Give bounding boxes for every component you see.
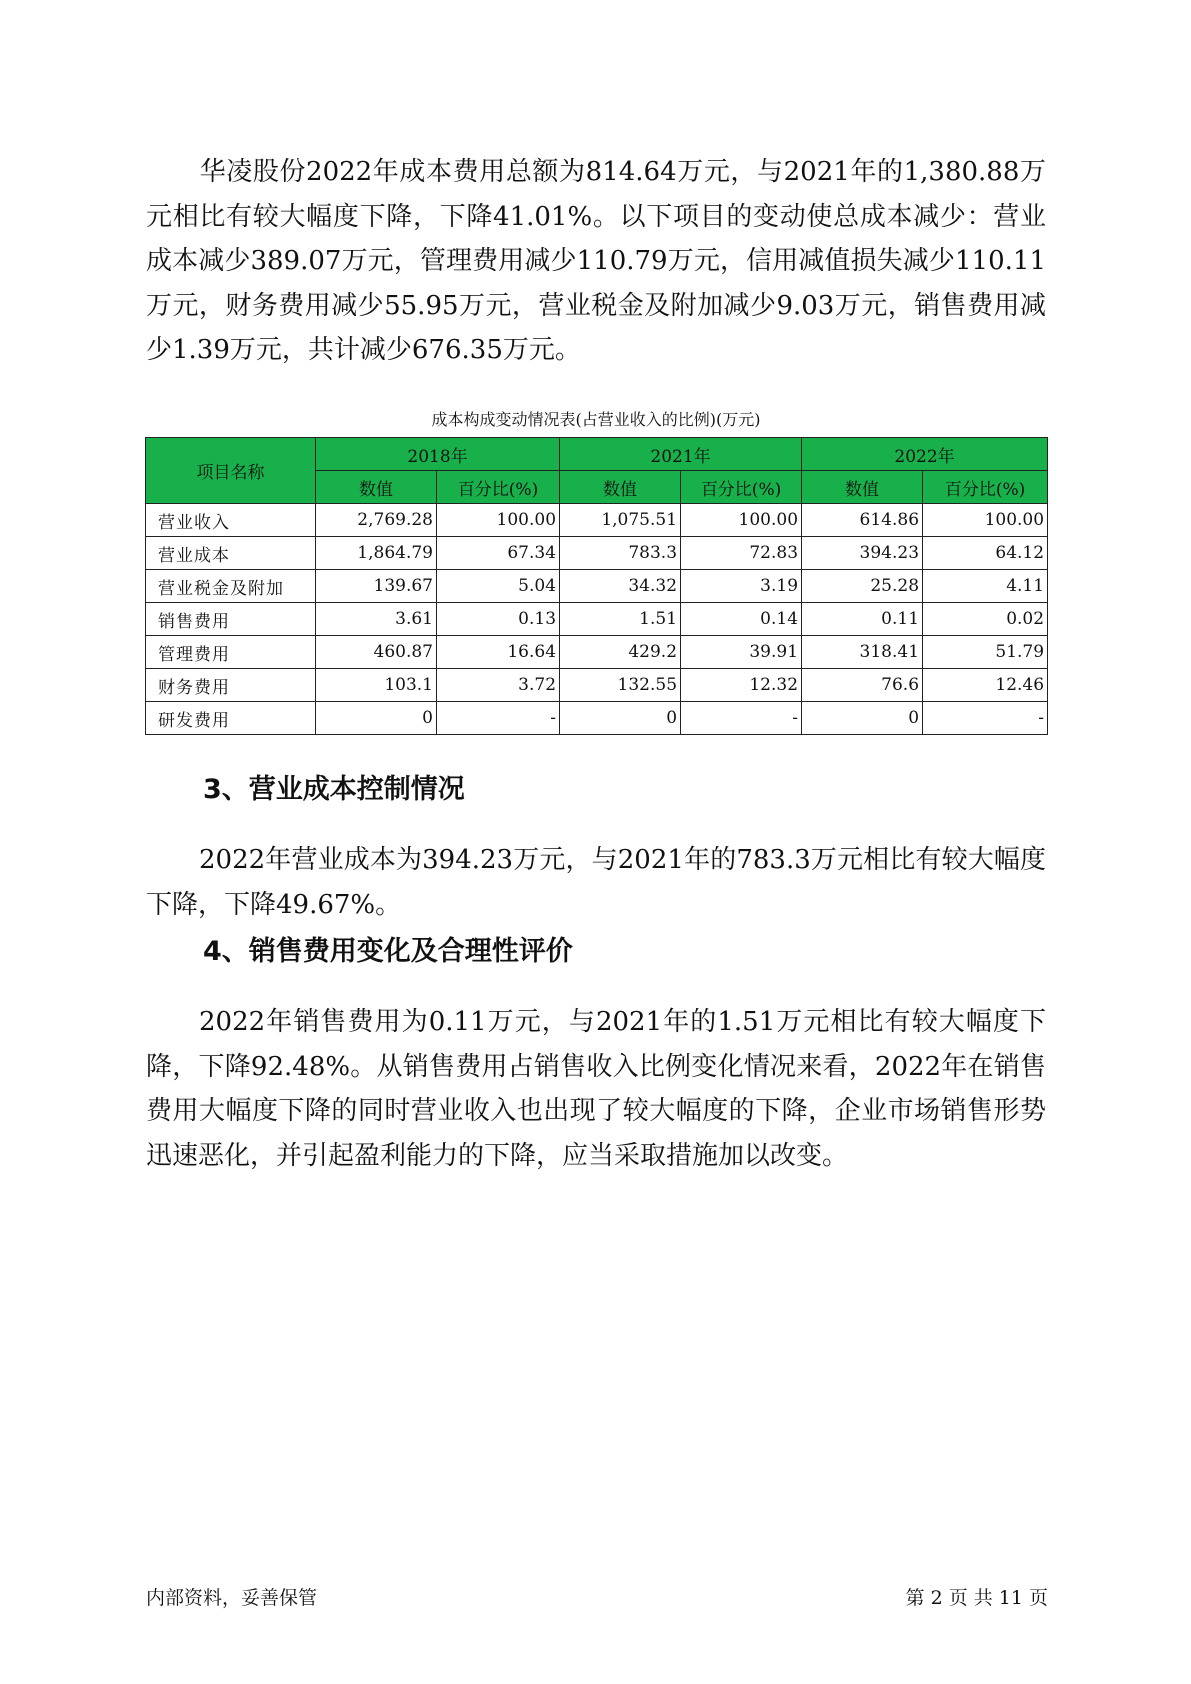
row-label: 管理费用 — [146, 636, 316, 669]
table-row — [146, 537, 1048, 570]
value-cell: 1.51 — [560, 603, 681, 636]
section-heading-operating-cost: 3、营业成本控制情况 — [203, 774, 465, 805]
header-percent: 百分比(%) — [681, 471, 802, 504]
percent-cell: 100.00 — [923, 504, 1048, 537]
cost-structure-table — [145, 437, 1048, 735]
footer-confidential-note: 内部资料，妥善保管 — [146, 1587, 318, 1609]
table-caption: 成本构成变动情况表(占营业收入的比例)(万元) — [431, 410, 761, 429]
percent-cell: 5.04 — [437, 570, 560, 603]
percent-cell: 51.79 — [923, 636, 1048, 669]
value-cell: 783.3 — [560, 537, 681, 570]
footer-page-number: 第 2 页 共 11 页 — [905, 1587, 1048, 1609]
table-row — [146, 636, 1048, 669]
table-row — [146, 603, 1048, 636]
header-value: 数值 — [316, 471, 437, 504]
row-label: 销售费用 — [146, 603, 316, 636]
value-cell: 614.86 — [802, 504, 923, 537]
value-cell: 460.87 — [316, 636, 437, 669]
paragraph-operating-cost — [146, 838, 1046, 927]
percent-cell: 39.91 — [681, 636, 802, 669]
percent-cell: 0.13 — [437, 603, 560, 636]
section-heading-selling-expense: 4、销售费用变化及合理性评价 — [203, 936, 573, 967]
paragraph-cost-summary — [146, 150, 1046, 373]
percent-cell: 16.64 — [437, 636, 560, 669]
value-cell: 139.67 — [316, 570, 437, 603]
percent-cell: 72.83 — [681, 537, 802, 570]
value-cell: 132.55 — [560, 669, 681, 702]
table-row — [146, 570, 1048, 603]
value-cell: 34.32 — [560, 570, 681, 603]
header-percent: 百分比(%) — [437, 471, 560, 504]
row-label: 营业收入 — [146, 504, 316, 537]
percent-cell: - — [437, 702, 560, 735]
value-cell: 76.6 — [802, 669, 923, 702]
header-year-2022: 2022年 — [802, 438, 1048, 471]
paragraph-selling-expense — [146, 1000, 1046, 1178]
percent-cell: 0.14 — [681, 603, 802, 636]
paragraph-text: 2022年销售费用为0.11万元，与2021年的1.51万元相比有较大幅度下降，下降92.48%。从销售费用占销售收入比例变化情况来看，2022年在销售费用大幅度下降的同时营业收入也出现了较大幅度的下降，企业市场销售形势迅速恶化，并引起盈利能力的下降，应当采取措施加以改变。 — [146, 1007, 1046, 1171]
row-label: 研发费用 — [146, 702, 316, 735]
paragraph-text: 2022年营业成本为394.23万元，与2021年的783.3万元相比有较大幅度下降，下降49.67%。 — [146, 845, 1046, 920]
value-cell: 318.41 — [802, 636, 923, 669]
row-label: 营业成本 — [146, 537, 316, 570]
percent-cell: - — [681, 702, 802, 735]
percent-cell: 67.34 — [437, 537, 560, 570]
value-cell: 1,075.51 — [560, 504, 681, 537]
value-cell: 103.1 — [316, 669, 437, 702]
table-header-row — [146, 438, 1048, 471]
value-cell: 0 — [560, 702, 681, 735]
value-cell: 0.11 — [802, 603, 923, 636]
value-cell: 394.23 — [802, 537, 923, 570]
percent-cell: 12.32 — [681, 669, 802, 702]
header-year-2018: 2018年 — [316, 438, 560, 471]
percent-cell: 64.12 — [923, 537, 1048, 570]
table-row — [146, 504, 1048, 537]
table-row — [146, 702, 1048, 735]
row-label: 财务费用 — [146, 669, 316, 702]
value-cell: 2,769.28 — [316, 504, 437, 537]
value-cell: 3.61 — [316, 603, 437, 636]
table-body — [146, 504, 1048, 735]
header-percent: 百分比(%) — [923, 471, 1048, 504]
value-cell: 1,864.79 — [316, 537, 437, 570]
value-cell: 0 — [802, 702, 923, 735]
header-value: 数值 — [802, 471, 923, 504]
value-cell: 429.2 — [560, 636, 681, 669]
percent-cell: 4.11 — [923, 570, 1048, 603]
header-value: 数值 — [560, 471, 681, 504]
percent-cell: - — [923, 702, 1048, 735]
header-year-2021: 2021年 — [560, 438, 802, 471]
paragraph-text: 华凌股份2022年成本费用总额为814.64万元，与2021年的1,380.88万元相比有较大幅度下降，下降41.01%。以下项目的变动使总成本减少：营业成本减少389.07万元，管理费用减少110.79万元，信用减值损失减少110.11万元，财务费用减少55.95万元，营业税金及附加减少9.03万元，销售费用减少1.39万元，共计减少676.35万元。 — [146, 157, 1046, 365]
row-label: 营业税金及附加 — [146, 570, 316, 603]
percent-cell: 3.19 — [681, 570, 802, 603]
header-item-name: 项目名称 — [146, 438, 316, 504]
percent-cell: 0.02 — [923, 603, 1048, 636]
percent-cell: 100.00 — [681, 504, 802, 537]
value-cell: 0 — [316, 702, 437, 735]
table-row — [146, 669, 1048, 702]
value-cell: 25.28 — [802, 570, 923, 603]
percent-cell: 100.00 — [437, 504, 560, 537]
percent-cell: 12.46 — [923, 669, 1048, 702]
percent-cell: 3.72 — [437, 669, 560, 702]
